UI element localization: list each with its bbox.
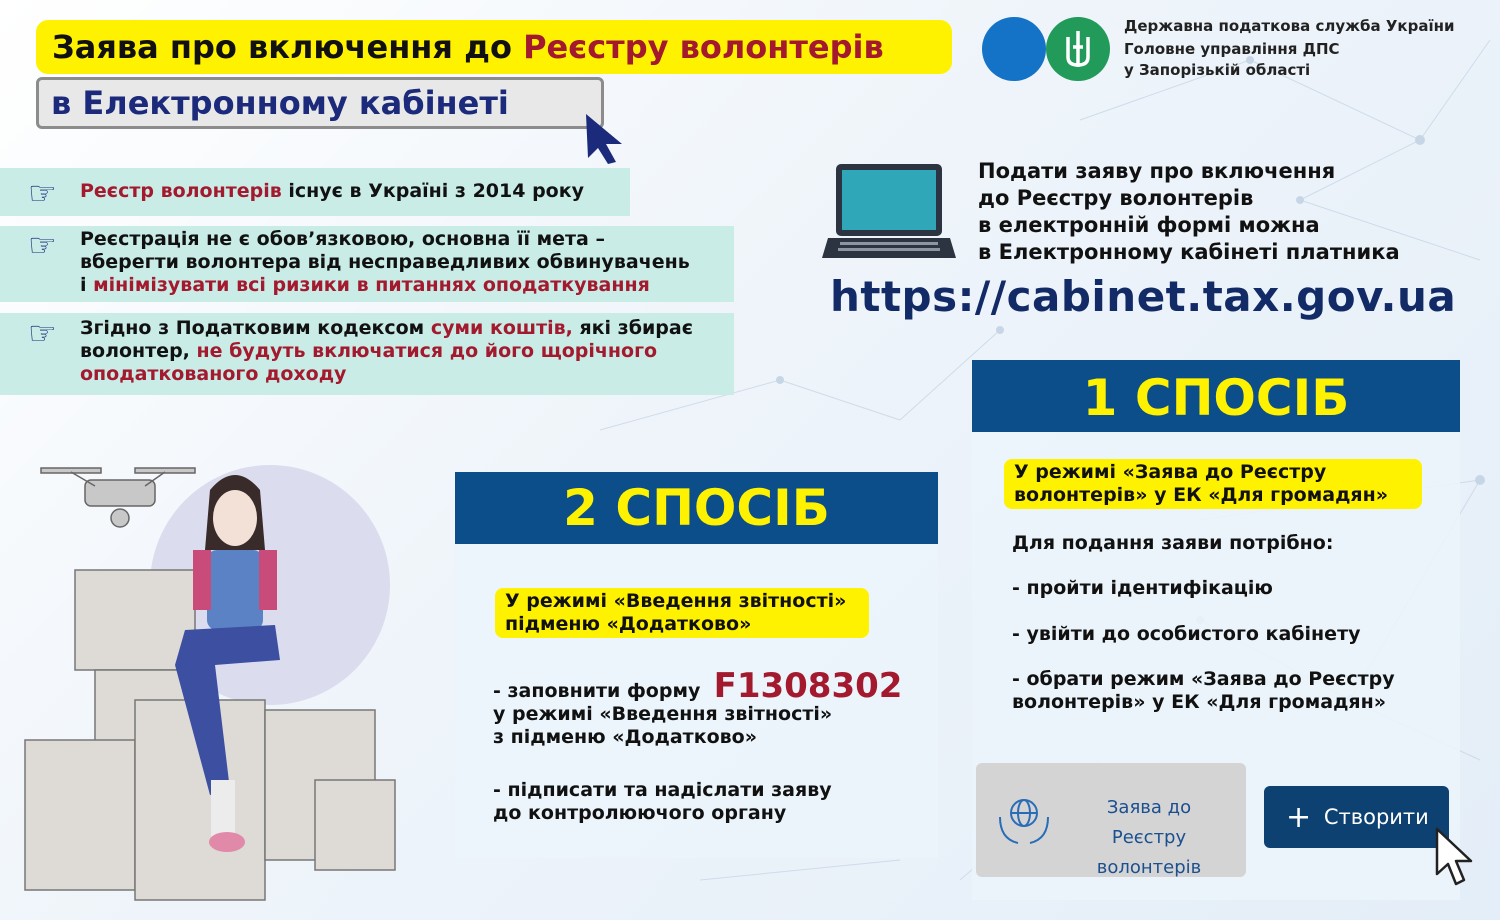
fact-1 — [0, 168, 630, 216]
organization-name — [1124, 16, 1454, 81]
method2-step1-prefix: - заповнити форму — [493, 680, 701, 702]
submit-info — [978, 158, 1400, 266]
org-line2: Головне управління ДПС — [1124, 40, 1340, 58]
method1-heading: 1 СПОСІБ — [972, 360, 1460, 432]
page-title-line2: в Електронному кабінеті — [36, 77, 604, 129]
submit-info-line1: Подати заяву про включення — [978, 159, 1336, 183]
fact-1-red: Реєстр волонтерів — [80, 180, 282, 202]
method2-step1-line3: з підменю «Додатково» — [493, 726, 757, 748]
registry-application-card[interactable] — [976, 763, 1246, 877]
mouse-pointer-icon — [1434, 826, 1476, 888]
fact-2-line1: Реєстрація не є обов’язковою, основна її мета – — [80, 228, 605, 250]
fact-3-text2: які збирає — [572, 317, 693, 339]
method1-highlight-line2: волонтерів» у ЕК «Для громадян» — [1014, 484, 1389, 506]
pointing-hand-icon: ☞ — [28, 314, 57, 352]
pointing-hand-icon: ☞ — [28, 174, 57, 212]
cursor-arrow-icon — [582, 110, 626, 166]
fact-2 — [0, 226, 734, 302]
method1-step2: - увійти до особистого кабінету — [1012, 623, 1361, 645]
volunteer-illustration — [15, 450, 415, 912]
registry-card-label-line1: Заява до Реєстру — [1106, 797, 1192, 848]
trident-logo — [1046, 17, 1110, 81]
fact-3 — [0, 313, 734, 395]
method1-step1: - пройти ідентифікацію — [1012, 577, 1273, 599]
method1-highlight-line1: У режимі «Заява до Реєстру — [1014, 461, 1327, 483]
fact-3-red2: не будуть включатися до його щорічного — [196, 340, 658, 362]
cabinet-url-link[interactable]: https://cabinet.tax.gov.ua — [830, 272, 1457, 321]
submit-info-line2: до Реєстру волонтерів — [978, 186, 1254, 210]
pointing-hand-icon: ☞ — [28, 226, 57, 264]
org-line1: Державна податкова служба України — [1124, 17, 1455, 35]
form-code: F1308302 — [713, 666, 903, 706]
method2-highlight-line2: підменю «Додатково» — [505, 613, 752, 635]
fact-2-red: мінімізувати всі ризики в питаннях оподаткування — [93, 274, 650, 296]
method1-step3-line1: - обрати режим «Заява до Реєстру — [1012, 668, 1395, 690]
globe-hands-icon — [996, 793, 1052, 849]
plus-icon: + — [1286, 800, 1312, 835]
method2-step1 — [493, 666, 903, 749]
title-prefix: Заява про включення до — [52, 28, 524, 66]
method2-highlight — [495, 588, 869, 638]
fact-3-text3: волонтер, — [80, 340, 197, 362]
method1-intro: Для подання заяви потрібно: — [1012, 532, 1334, 554]
laptop-icon — [822, 162, 956, 262]
trident-icon — [1046, 17, 1110, 81]
title-highlight: Реєстру волонтерів — [523, 28, 884, 66]
registry-card-label-line2: волонтерів — [1096, 857, 1202, 878]
create-button-label: Створити — [1323, 805, 1429, 829]
page-title-line1 — [36, 20, 952, 74]
logo-blue-circle — [982, 17, 1046, 81]
method2-step2-line1: - підписати та надіслати заяву — [493, 779, 832, 801]
fact-2-line3: і — [80, 274, 94, 296]
submit-info-line3: в електронній формі можна — [978, 213, 1320, 237]
fact-3-red1: суми коштів, — [430, 317, 573, 339]
fact-2-line2: вберегти волонтера від несправедливих обвинувачень — [80, 251, 690, 273]
method1-highlight — [1004, 459, 1422, 509]
submit-info-line4: в Електронному кабінеті платника — [978, 240, 1400, 264]
registry-card-label — [1074, 793, 1224, 883]
method2-step1-line2: у режимі «Введення звітності» — [493, 703, 833, 725]
fact-3-red3: оподаткованого доходу — [80, 363, 347, 385]
method2-step2 — [493, 779, 832, 825]
method1-step3-line2: волонтерів» у ЕК «Для громадян» — [1012, 691, 1387, 713]
method2-step2-line2: до контролюючого органу — [493, 802, 787, 824]
fact-1-text: існує в Україні з 2014 року — [281, 180, 585, 202]
create-button[interactable] — [1264, 786, 1449, 848]
org-line3: у Запорізькій області — [1124, 61, 1311, 79]
fact-3-text1: Згідно з Податковим кодексом — [80, 317, 431, 339]
method1-step3 — [1012, 668, 1395, 714]
method2-highlight-line1: У режимі «Введення звітності» — [505, 590, 847, 612]
method2-heading: 2 СПОСІБ — [455, 472, 938, 544]
